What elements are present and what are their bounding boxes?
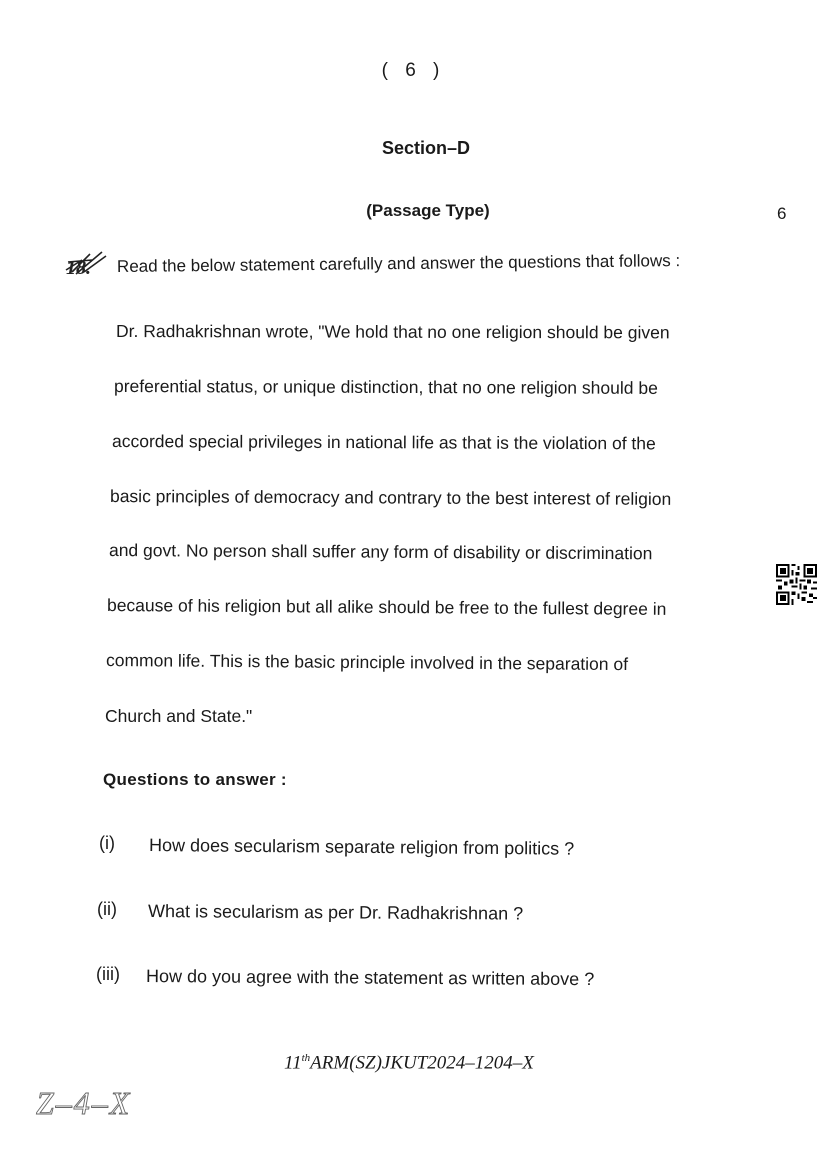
section-title: Section–D (381, 138, 471, 158)
passage-line: Dr. Radhakrishnan wrote, "We hold that no one religion should be given (115, 321, 670, 343)
marks-value: 6 (777, 204, 787, 223)
passage-line: basic principles of democracy and contrary to the best interest of religion (109, 486, 672, 509)
qr-code-icon (776, 564, 817, 605)
question-number: 18. (66, 257, 91, 279)
sub-question-number: (i) (99, 833, 115, 853)
question-instruction: Read the below statement carefully and answer the questions that follows : (116, 251, 681, 276)
question-number-mark (62, 250, 108, 280)
sub-question-text: How does secularism separate religion from politics ? (148, 835, 575, 859)
sub-question-text: What is secularism as per Dr. Radhakrishnan ? (147, 901, 524, 924)
passage-line: preferential status, or unique distinction, that no one religion should be (113, 376, 658, 398)
handwritten-code-text: Z–4–X (36, 1085, 132, 1121)
passage-line: accorded special privileges in national life as that is the violation of the (111, 431, 656, 454)
handwritten-code (34, 1082, 164, 1122)
paper-code-prefix: 11 (284, 1052, 302, 1074)
passage-line: Church and State." (105, 706, 253, 726)
section-subtitle: (Passage Type) (366, 201, 490, 220)
questions-heading: Questions to answer : (103, 770, 287, 789)
paper-code-sup: th (301, 1052, 311, 1064)
page-number: ( 6 ) (381, 60, 446, 81)
passage-line: because of his religion but all alike should be free to the fullest degree in (106, 595, 667, 619)
sub-question-number: (ii) (97, 899, 117, 919)
sub-question-text: How do you agree with the statement as written above ? (145, 966, 595, 990)
sub-question-number: (iii) (96, 964, 120, 984)
paper-code (284, 1052, 534, 1074)
passage-line: common life. This is the basic principle involved in the separation of (105, 650, 629, 675)
paper-code-suffix: ARM(SZ)JKUT2024–1204–X (310, 1052, 534, 1074)
passage-line: and govt. No person shall suffer any form of disability or discrimination (108, 540, 653, 564)
